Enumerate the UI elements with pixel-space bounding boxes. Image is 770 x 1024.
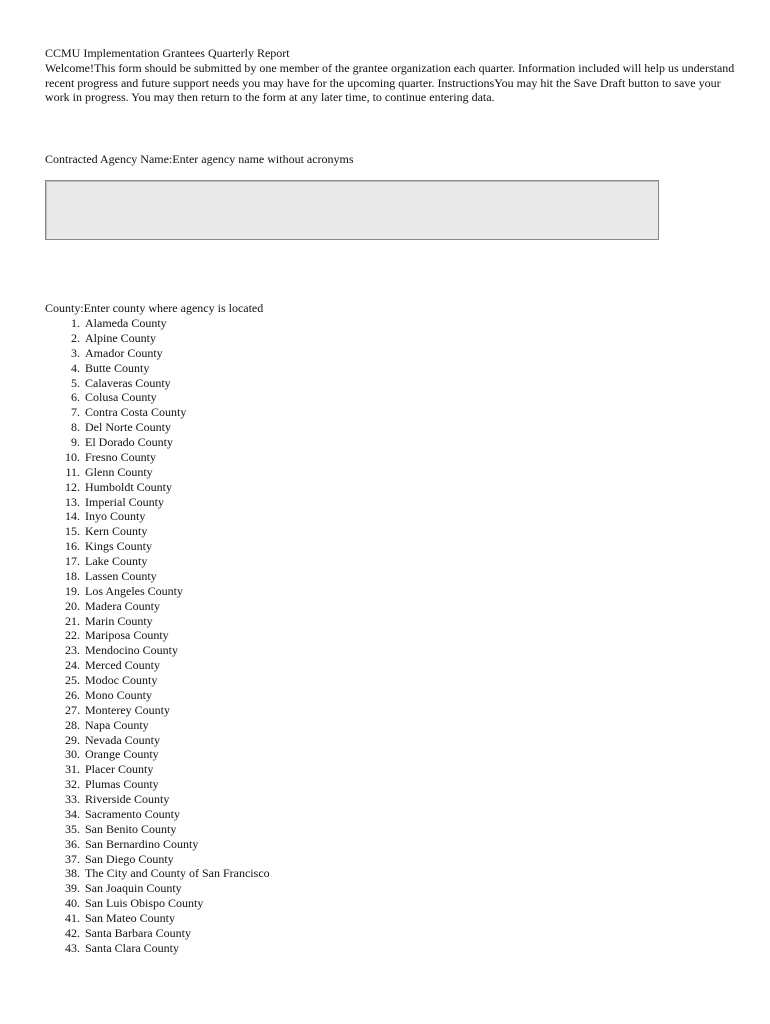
county-option-name: Lake County: [85, 554, 148, 568]
county-options-list: [45, 316, 270, 956]
county-option-name: Santa Barbara County: [85, 925, 191, 940]
form-header: [45, 46, 735, 105]
county-option[interactable]: [45, 614, 270, 629]
county-option[interactable]: [45, 599, 270, 614]
county-option-name: Fresno County: [85, 449, 157, 464]
county-option-name: Del Norte County: [85, 420, 171, 435]
county-option-name: San Benito County: [85, 821, 177, 836]
county-option-number: 37.: [65, 851, 80, 866]
county-option[interactable]: [45, 584, 270, 599]
county-option-name: Modoc County: [85, 673, 158, 687]
county-option-number: 1.: [71, 316, 80, 330]
county-option[interactable]: [45, 346, 270, 361]
county-option-name: Mono County: [85, 687, 153, 702]
county-option-name: Marin County: [85, 613, 153, 628]
county-option-name: Glenn County: [85, 464, 153, 479]
county-option-name: The City and County of San Francisco: [85, 866, 270, 881]
county-option-number: 5.: [71, 375, 80, 390]
county-option[interactable]: [45, 896, 270, 911]
county-option-number: 7.: [71, 405, 80, 420]
county-option[interactable]: [45, 450, 270, 465]
county-option-number: 3.: [71, 345, 80, 360]
county-option[interactable]: [45, 822, 270, 837]
county-option-name: Plumas County: [85, 777, 159, 792]
county-option[interactable]: [45, 733, 270, 748]
county-option[interactable]: [45, 807, 270, 822]
county-option[interactable]: [45, 435, 270, 450]
county-option-name: San Diego County: [85, 851, 174, 866]
form-intro: Welcome!This form should be submitted by one member of the grantee organization each quarter. Information included will help us understand recent progress and future support needs you may have for the upcoming quarter. InstructionsYou may hit the Save Draft button to save your work in progress. You may then return to the form at any later time, to continue entering data.: [45, 60, 735, 105]
county-option-name: Nevada County: [85, 732, 160, 747]
county-option-number: 19.: [65, 583, 80, 598]
county-option-number: 30.: [65, 747, 80, 762]
county-option-name: Inyo County: [85, 509, 146, 524]
county-option-number: 26.: [65, 687, 80, 702]
county-label: County:Enter county where agency is located: [45, 301, 264, 315]
county-option[interactable]: [45, 628, 270, 643]
county-option-name: Monterey County: [85, 702, 170, 717]
county-option-number: 28.: [65, 717, 80, 732]
county-option-number: 24.: [65, 658, 80, 673]
county-option-number: 38.: [65, 866, 80, 881]
county-option-number: 36.: [65, 836, 80, 851]
county-option[interactable]: [45, 524, 270, 539]
county-option[interactable]: [45, 405, 270, 420]
county-option-number: 6.: [71, 390, 80, 405]
county-option[interactable]: [45, 316, 270, 331]
county-option[interactable]: [45, 509, 270, 524]
county-option-name: Madera County: [85, 598, 160, 613]
county-option[interactable]: [45, 866, 270, 881]
county-option[interactable]: [45, 673, 270, 688]
county-option-number: 10.: [65, 449, 80, 464]
county-option-number: 39.: [65, 881, 80, 896]
county-option-name: Amador County: [85, 345, 163, 360]
county-option-name: San Bernardino County: [85, 836, 199, 851]
county-option[interactable]: [45, 361, 270, 376]
county-option-number: 21.: [65, 613, 80, 628]
county-option[interactable]: [45, 480, 270, 495]
county-option-number: 22.: [65, 628, 80, 643]
county-option[interactable]: [45, 852, 270, 867]
county-option-number: 2.: [71, 330, 80, 345]
county-option-number: 4.: [71, 360, 80, 375]
county-option-name: San Joaquin County: [85, 881, 182, 896]
county-option[interactable]: [45, 554, 270, 569]
county-option-number: 14.: [65, 509, 80, 524]
form-title: CCMU Implementation Grantees Quarterly Report: [45, 46, 290, 60]
county-option-name: Napa County: [85, 717, 149, 732]
county-option-number: 42.: [65, 925, 80, 940]
county-option-name: Placer County: [85, 762, 154, 777]
county-option-name: Alameda County: [85, 316, 167, 330]
county-option[interactable]: [45, 420, 270, 435]
county-option-number: 32.: [65, 777, 80, 792]
county-option-number: 12.: [65, 479, 80, 494]
county-option-number: 11.: [65, 464, 80, 479]
county-option-number: 9.: [71, 435, 80, 449]
county-option-number: 34.: [65, 806, 80, 821]
county-option-name: Orange County: [85, 747, 159, 762]
county-option[interactable]: [45, 331, 270, 346]
county-option[interactable]: [45, 926, 270, 941]
county-option[interactable]: [45, 777, 270, 792]
county-option[interactable]: [45, 941, 270, 956]
county-option[interactable]: [45, 643, 270, 658]
county-option[interactable]: [45, 569, 270, 584]
county-option-number: 16.: [65, 539, 80, 554]
county-option-number: 15.: [65, 524, 80, 539]
county-option-number: 27.: [65, 702, 80, 717]
county-option-number: 25.: [65, 673, 80, 687]
county-option-name: Lassen County: [85, 568, 157, 583]
county-option-number: 43.: [65, 940, 80, 955]
county-option-number: 31.: [65, 762, 80, 777]
county-option-name: Contra Costa County: [85, 405, 187, 420]
county-option[interactable]: [45, 718, 270, 733]
county-option-name: Alpine County: [85, 330, 156, 345]
county-option-name: Riverside County: [85, 792, 170, 806]
county-option-name: Kings County: [85, 539, 153, 554]
county-option[interactable]: [45, 465, 270, 480]
county-option-number: 29.: [65, 732, 80, 747]
county-option[interactable]: [45, 376, 270, 391]
county-option[interactable]: [45, 703, 270, 718]
county-option-name: San Luis Obispo County: [85, 896, 204, 911]
county-option[interactable]: [45, 911, 270, 926]
county-option[interactable]: [45, 881, 270, 896]
county-option[interactable]: [45, 747, 270, 762]
county-option-name: Calaveras County: [85, 375, 171, 390]
county-option-number: 41.: [65, 911, 80, 925]
county-option[interactable]: [45, 792, 270, 807]
county-option-number: 18.: [65, 568, 80, 583]
county-option-number: 23.: [65, 643, 80, 658]
county-option-name: Santa Clara County: [85, 940, 179, 955]
county-option-name: Kern County: [85, 524, 148, 539]
county-option[interactable]: [45, 390, 270, 405]
county-option-name: Mendocino County: [85, 643, 178, 658]
county-option-number: 35.: [65, 821, 80, 836]
county-option-name: Los Angeles County: [85, 583, 183, 598]
county-option-name: Mariposa County: [85, 628, 169, 643]
county-option[interactable]: [45, 837, 270, 852]
county-option-name: El Dorado County: [85, 435, 173, 449]
county-option-number: 33.: [65, 792, 80, 806]
county-option-number: 40.: [65, 896, 80, 911]
county-option-name: Humboldt County: [85, 479, 173, 494]
county-option[interactable]: [45, 539, 270, 554]
county-option[interactable]: [45, 762, 270, 777]
county-option[interactable]: [45, 658, 270, 673]
county-option-number: 13.: [65, 494, 80, 509]
agency-name-label: Contracted Agency Name:Enter agency name without acronyms: [45, 152, 354, 166]
county-option-name: Butte County: [85, 360, 150, 375]
county-option-name: Merced County: [85, 658, 160, 673]
county-option-number: 8.: [71, 420, 80, 435]
agency-name-field[interactable]: [45, 180, 659, 240]
county-option-name: San Mateo County: [85, 911, 175, 925]
county-option-name: Sacramento County: [85, 806, 180, 821]
county-option[interactable]: [45, 495, 270, 510]
county-option-name: Colusa County: [85, 390, 157, 405]
county-option[interactable]: [45, 688, 270, 703]
county-option-number: 17.: [65, 554, 80, 568]
county-option-name: Imperial County: [85, 494, 164, 509]
county-option-number: 20.: [65, 598, 80, 613]
